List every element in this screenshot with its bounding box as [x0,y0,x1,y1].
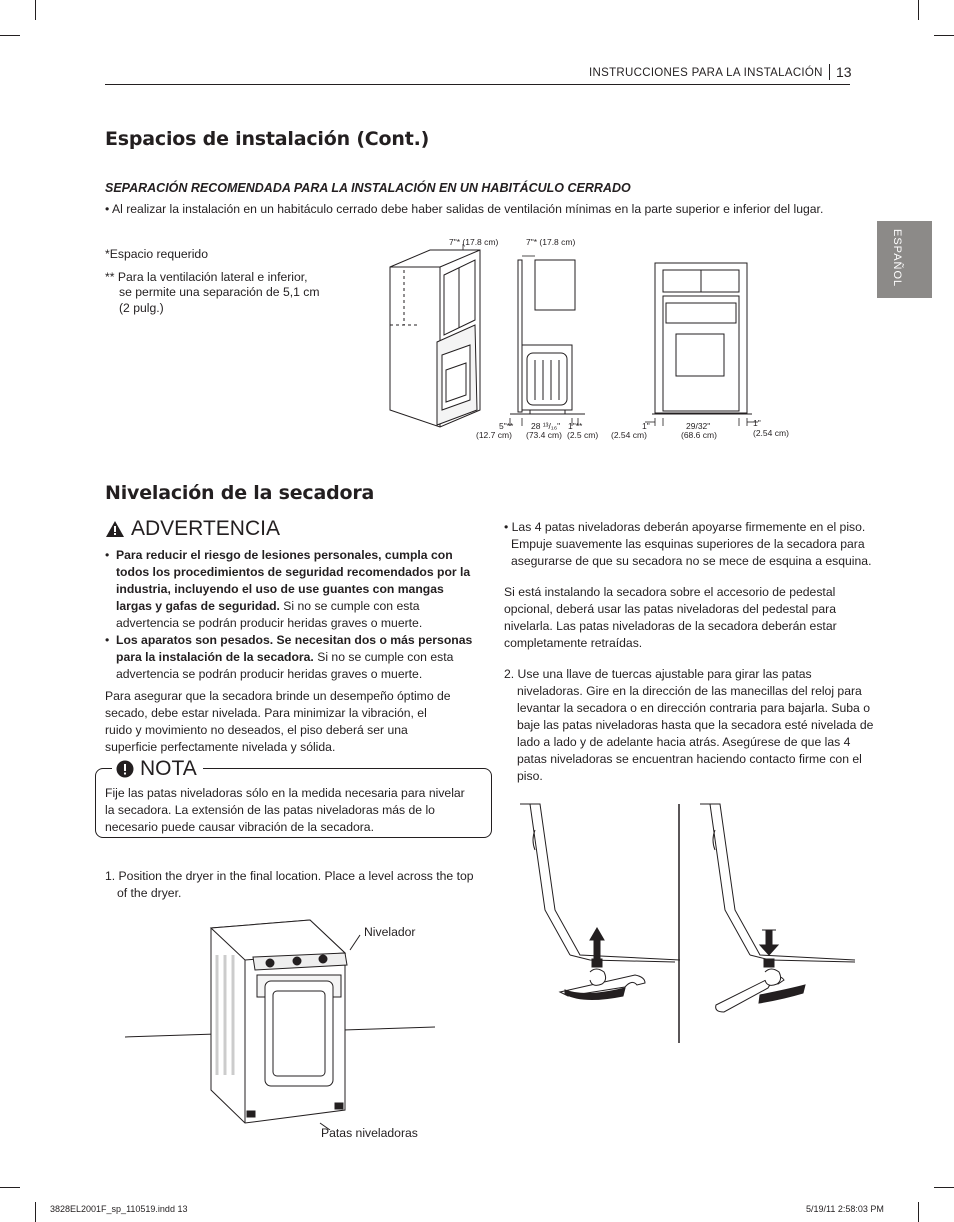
label-patas: Patas niveladoras [321,1126,418,1140]
dim-right-gap-in: 1" [753,418,761,428]
right-bullet: • Las 4 patas niveladoras deberán apoyarse firmemente en el piso. Empuje suavemente las esquinas superiores de la secadora para asegurarse de que su secadora no se mece de esquina a esquina. [504,520,872,568]
dim-left-gap-in: 1" [642,421,650,431]
crop-mark [918,0,919,20]
crop-mark [934,35,954,36]
subheading-cerrado: SEPARACIÓN RECOMENDADA PARA LA INSTALACIÓN EN UN HABITÁCULO CERRADO [105,181,631,195]
dim-width-in: 29/32" [686,421,711,431]
warning-2-text: Si no se cumple con esta advertencia se podrán producir heridas graves o muerte. [116,650,454,681]
running-header: INSTRUCCIONES PARA LA INSTALACIÓN [589,67,823,79]
footer-file: 3828EL2001F_sp_110519.indd 13 [50,1204,188,1214]
pedestal-para: Si está instalando la secadora sobre el accesorio de pedestal opcional, deberá usar las patas niveladoras del pedestal para nivelarla. Las patas niveladoras de la secadora deberán estar completamente retraídas. [504,585,837,650]
crop-mark [35,1202,36,1222]
dim-left-gap-cm: (2.54 cm) [611,430,647,440]
note-required: *Espacio requerido [105,247,208,261]
header-divider [829,64,830,80]
warning-heading [105,517,280,541]
note-vent-3: (2 pulg.) [119,301,164,315]
dim-top-right: 7"* (17.8 cm) [526,237,576,247]
nota-heading [112,757,203,781]
crop-mark [0,35,20,36]
label-nivelador: Nivelador [364,925,416,939]
dim-right-gap-cm: (2.54 cm) [753,428,789,438]
dim-rear-in: 5"** [499,421,514,431]
warning-icon [105,520,125,538]
section-title-espacios: Espacios de instalación (Cont.) [105,128,430,150]
section-title-nivelacion: Nivelación de la secadora [105,482,375,504]
page-number: 13 [836,64,852,80]
language-tab-label: ESPAÑOL [891,229,903,288]
step-2: 2. Use una llave de tuercas ajustable para girar las patas niveladoras. Gire en la dirección de las manecillas del reloj para levantar la secadora o en dirección contraria para bajarla. Suba o baje las patas niveladoras hasta que la secadora esté nivelada de lado a lado y de adelante hacia atrás. Asegúrese de que las 4 patas niveladoras se encuentran haciendo contacto firme con el piso. [504,667,874,783]
warning-item-1: • Para reducir el riesgo de lesiones personales, cumpla con todos los procedimientos de seguridad recomendados por la industria, incluyendo el uso de use guantes con mangas largas y gafas de seguridad. Si no se cumple con esta advertencia se podrán producir heridas graves o muerte. [105,548,471,630]
nota-title: NOTA [140,757,197,780]
clearance-diagram [380,230,800,445]
dim-top-left: 7"* (17.8 cm) [449,237,499,247]
note-vent-1: ** Para la ventilación lateral e inferior, [105,270,308,284]
dim-depth-cm: (73.4 cm) [526,430,562,440]
crop-mark [0,1187,20,1188]
note-vent-2: se permite una separación de 5,1 cm [119,285,320,299]
warning-title: ADVERTENCIA [131,517,280,540]
wrench-illustration [520,800,860,1045]
dryer-level-illustration [125,915,445,1130]
dim-rear-cm: (12.7 cm) [476,430,512,440]
dim-front-in: 1"** [568,421,583,431]
language-tab [877,221,932,298]
header-rule [105,84,850,85]
exclamation-icon [116,760,134,778]
leveling-intro: Para asegurar que la secadora brinde un desempeño óptimo de secado, debe estar nivelada. Para minimizar la vibración, el ruido y movimiento no deseados, el piso deberá ser una superficie perfectamente nivelada y sólida. [105,689,451,754]
crop-mark [35,0,36,20]
crop-mark [918,1202,919,1222]
nota-text: Fije las patas niveladoras sólo en la medida necesaria para nivelar la secadora. La extensión de las patas niveladoras más de lo necesario puede causar vibración de la secadora. [105,786,465,834]
dim-width-cm: (68.6 cm) [681,430,717,440]
dim-front-cm: (2.5 cm) [567,430,599,440]
warning-1-bold: Para reducir el riesgo de lesiones personales, cumpla con todos los procedimientos de seguridad recomendados por la industria, incluyendo el uso de use guantes con mangas largas y gafas de seguridad. [116,548,471,613]
dim-depth-in: 28 ¹³/₁₆" [531,421,561,431]
warning-2-bold: Los aparatos son pesados. Se necesitan dos o más personas para la instalación de la secadora. [116,633,473,664]
crop-mark [934,1187,954,1188]
step-1: 1. Position the dryer in the final location. Place a level across the top of the dryer. [105,869,474,900]
warning-1-text: Si no se cumple con esta advertencia se podrán producir heridas graves o muerte. [116,599,423,630]
footer-timestamp: 5/19/11 2:58:03 PM [806,1204,884,1214]
bullet-ventilacion: • Al realizar la instalación en un habitáculo cerrado debe haber salidas de ventilación mínimas en la parte superior e inferior del lugar. [105,202,824,216]
warning-item-2: • Los aparatos son pesados. Se necesitan dos o más personas para la instalación de la secadora. Si no se cumple con esta advertencia se podrán producir heridas graves o muerte. [105,633,473,681]
